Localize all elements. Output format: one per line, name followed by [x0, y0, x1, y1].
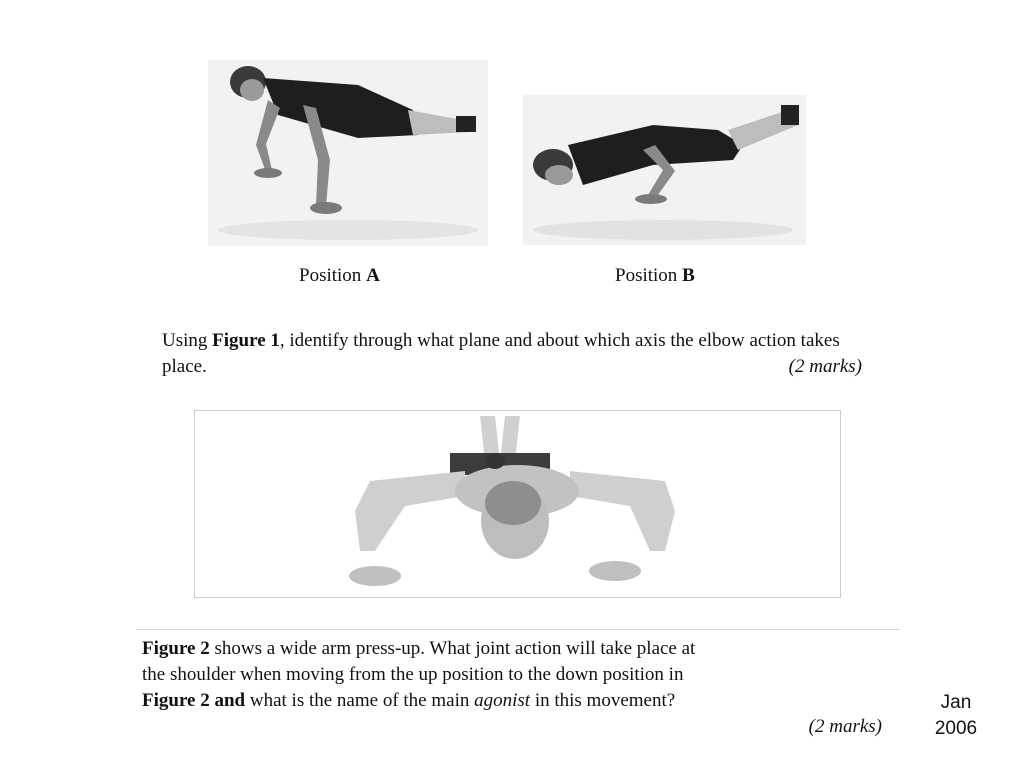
position-b-photo: [523, 95, 806, 245]
position-a-caption: [299, 265, 380, 287]
q1-marks: (2 marks): [788, 356, 862, 377]
q2-text-3b: in this movement?: [530, 690, 676, 711]
question-2: [142, 636, 882, 740]
caption-text: Position: [299, 265, 367, 286]
caption-text: Position: [615, 265, 683, 286]
q2-marks-line: [142, 714, 882, 740]
figure-2-photo: [194, 410, 841, 598]
position-a-photo: [208, 60, 488, 246]
exam-date: [926, 690, 986, 742]
q2-agonist: agonist: [474, 690, 531, 711]
q1-figure-ref: Figure 1: [212, 330, 280, 351]
q2-figure-ref-2: Figure 2 and: [142, 690, 246, 711]
wide-arm-press-up-illustration: [195, 411, 840, 597]
q2-marks: (2 marks): [808, 716, 882, 737]
caption-letter: B: [682, 265, 695, 286]
q2-line-3: [142, 688, 882, 714]
press-up-down-illustration: [523, 95, 806, 245]
q1-text: Using: [162, 330, 213, 351]
q2-figure-ref: Figure 2: [142, 638, 210, 659]
caption-letter: A: [366, 265, 380, 286]
position-b-caption: [615, 265, 695, 287]
q2-text: shows a wide arm press-up. What joint action will take place at: [209, 638, 696, 659]
q2-line-1: [142, 636, 882, 662]
press-up-up-illustration: [208, 60, 488, 246]
question-1: [162, 328, 862, 380]
q2-text-3: what is the name of the main: [245, 690, 475, 711]
divider: [136, 629, 900, 630]
date-month: Jan: [940, 692, 972, 713]
date-year: 2006: [934, 718, 978, 739]
q2-line-2: the shoulder when moving from the up position to the down position in: [142, 664, 684, 685]
q1-text-rest: , identify through what plane and about which axis the elbow action takes place.: [162, 330, 840, 377]
